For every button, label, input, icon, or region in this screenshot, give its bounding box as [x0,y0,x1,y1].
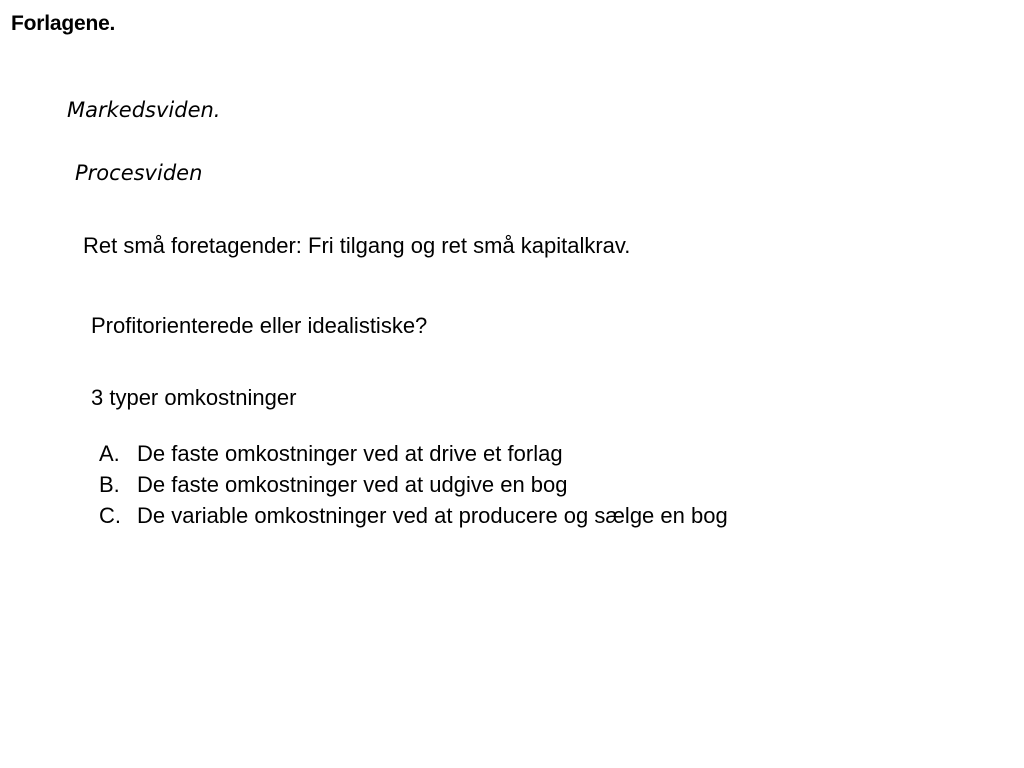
list-item-text: De faste omkostninger ved at udgive en bog [137,472,568,497]
list-item-text: De faste omkostninger ved at drive et forlag [137,441,563,466]
procesviden-text: Procesviden [75,161,203,185]
slide-title: Forlagene. [11,12,116,35]
profit-question-text: Profitorienterede eller idealistiske? [91,313,428,338]
list-item [99,502,728,533]
cost-types-list [99,440,728,533]
list-marker: C. [99,503,121,528]
list-marker: A. [99,441,120,466]
list-item [99,440,728,471]
small-enterprises-text: Ret små foretagender: Fri tilgang og ret små kapitalkrav. [83,233,631,258]
list-item-text: De variable omkostninger ved at producere og sælge en bog [137,503,728,528]
list-item [99,471,728,502]
list-marker: B. [99,472,120,497]
cost-types-heading: 3 typer omkostninger [91,385,297,410]
markedsviden-text: Markedsviden. [67,98,221,122]
